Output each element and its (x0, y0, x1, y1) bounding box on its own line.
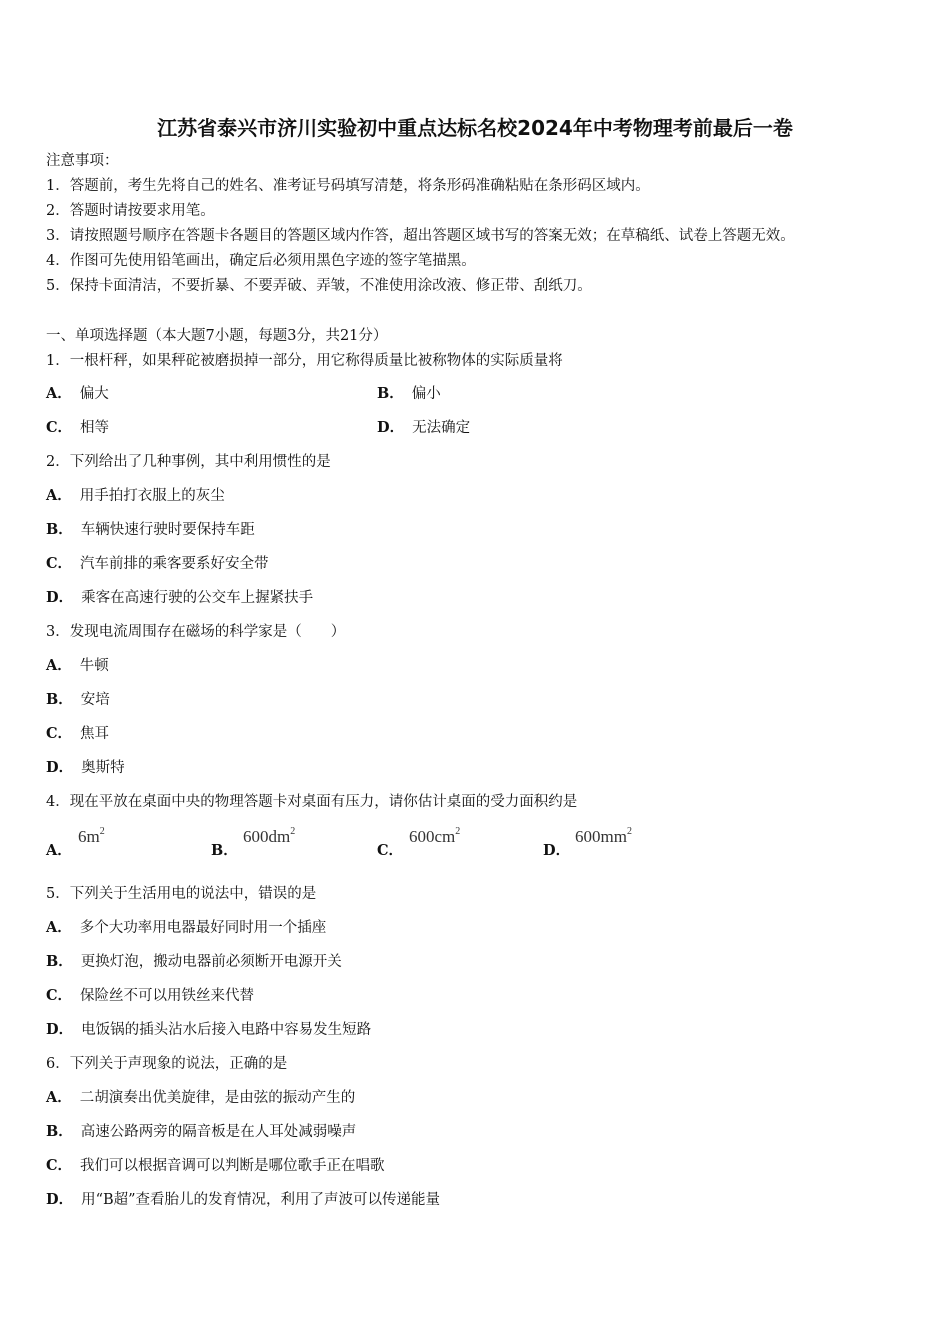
option-d (46, 1191, 440, 1209)
option-text: 电饭锅的插头沾水后接入电路中容易发生短路 (81, 1022, 372, 1038)
page-title: 江苏省泰兴市济川实验初中重点达标名校2024年中考物理考前最后一卷 (157, 116, 793, 140)
option-label: D． (543, 842, 571, 859)
option-b (377, 385, 441, 403)
notice-item: 2．答题时请按要求用笔。 (46, 203, 215, 219)
option-c (46, 419, 109, 437)
option-d (46, 1021, 371, 1039)
question-stem: 5．下列关于生活用电的说法中，错误的是 (46, 886, 317, 902)
option-a (46, 487, 225, 505)
option-text: 无法确定 (412, 420, 471, 436)
option-text: 用“B超”查看胎儿的发育情况，利用了声波可以传递能量 (81, 1192, 441, 1208)
section-heading: 一、单项选择题（本大题7小题，每题3分，共21分） (46, 328, 388, 344)
option-d (46, 759, 125, 777)
option-label: B． (46, 953, 73, 970)
option-label: A． (46, 385, 72, 402)
option-label: D． (46, 1191, 74, 1208)
option-text: 焦耳 (80, 726, 110, 742)
option-label: A． (46, 487, 72, 504)
option-b (46, 953, 342, 971)
option-text: 偏大 (79, 386, 109, 402)
option-label: B． (46, 691, 73, 708)
option-text: 多个大功率用电器最好同时用一个插座 (79, 920, 327, 936)
option-text: 偏小 (411, 386, 441, 402)
option-text: 用手拍打衣服上的灰尘 (79, 488, 225, 504)
option-text: 二胡演奏出优美旋律，是由弦的振动产生的 (79, 1090, 356, 1106)
option-label: C． (46, 1157, 73, 1174)
option-label: A． (46, 919, 72, 936)
option-text: 安培 (80, 692, 110, 708)
option-label: D． (377, 419, 405, 436)
notice-item: 5．保持卡面清洁，不要折暴、不要弄破、弄皱，不准使用涂改液、修正带、刮纸刀。 (46, 278, 592, 294)
question-stem: 2．下列给出了几种事例，其中利用惯性的是 (46, 454, 331, 470)
option-label: C． (46, 419, 73, 436)
option-formula: $600dm^2$ (243, 826, 296, 846)
option-label: B． (46, 521, 73, 538)
option-label: A． (46, 657, 72, 674)
option-c (46, 725, 109, 743)
formula-option-row (46, 826, 906, 860)
option-d (46, 589, 313, 607)
option-c (46, 555, 269, 573)
option-label: C． (46, 987, 73, 1004)
option-b (46, 691, 110, 709)
option-text: 更换灯泡，搬动电器前必须断开电源开关 (80, 954, 342, 970)
option-label: C． (377, 842, 404, 859)
option-label: B． (377, 385, 404, 402)
option-c (46, 987, 254, 1005)
notice-item: 1．答题前，考生先将自己的姓名、准考证号码填写清楚，将条形码准确粘贴在条形码区域内。 (46, 178, 650, 194)
notice-heading: 注意事项： (46, 153, 119, 169)
option-text: 汽车前排的乘客要系好安全带 (80, 556, 269, 572)
question-stem: 6．下列关于声现象的说法，正确的是 (46, 1056, 288, 1072)
option-text: 高速公路两旁的隔音板是在人耳处减弱噪声 (80, 1124, 357, 1140)
question-stem: 4．现在平放在桌面中央的物理答题卡对桌面有压力，请你估计桌面的受力面积约是 (46, 794, 578, 810)
option-label: D． (46, 1021, 74, 1038)
option-text: 乘客在高速行驶的公交车上握紧扶手 (81, 590, 314, 606)
option-c (46, 1157, 385, 1175)
option-formula: $600cm^2$ (409, 826, 461, 846)
option-label: B． (46, 1123, 73, 1140)
notice-item: 4．作图可先使用铅笔画出，确定后必须用黑色字迹的签字笔描黑。 (46, 253, 476, 269)
option-a (46, 1089, 355, 1107)
option-label: D． (46, 759, 74, 776)
option-text: 保险丝不可以用铁丝来代替 (80, 988, 255, 1004)
option-a (46, 919, 326, 937)
option-label: C． (46, 555, 73, 572)
option-label: A． (46, 842, 72, 859)
option-text: 牛顿 (79, 658, 109, 674)
option-text: 奥斯特 (81, 760, 125, 776)
question-stem: 1．一根杆秤，如果秤砣被磨损掉一部分，用它称得质量比被称物体的实际质量将 (46, 353, 563, 369)
option-b (46, 1123, 356, 1141)
option-label: A． (46, 1089, 72, 1106)
option-d (377, 419, 470, 437)
option-text: 相等 (80, 420, 110, 436)
option-text: 车辆快速行驶时要保持车距 (80, 522, 255, 538)
option-label: D． (46, 589, 74, 606)
option-formula: $6m^2$ (78, 826, 105, 846)
question-stem: 3．发现电流周围存在磁场的科学家是（ ） (46, 624, 346, 640)
option-formula: $600mm^2$ (575, 826, 632, 846)
option-a (46, 657, 109, 675)
option-label: C． (46, 725, 73, 742)
option-text: 我们可以根据音调可以判断是哪位歌手正在唱歌 (80, 1158, 385, 1174)
option-a (46, 385, 109, 403)
option-label: B． (211, 842, 238, 859)
notice-item: 3．请按照题号顺序在答题卡各题目的答题区域内作答，超出答题区域书写的答案无效；在草稿纸、试卷上答题无效。 (46, 228, 795, 244)
option-b (46, 521, 255, 539)
